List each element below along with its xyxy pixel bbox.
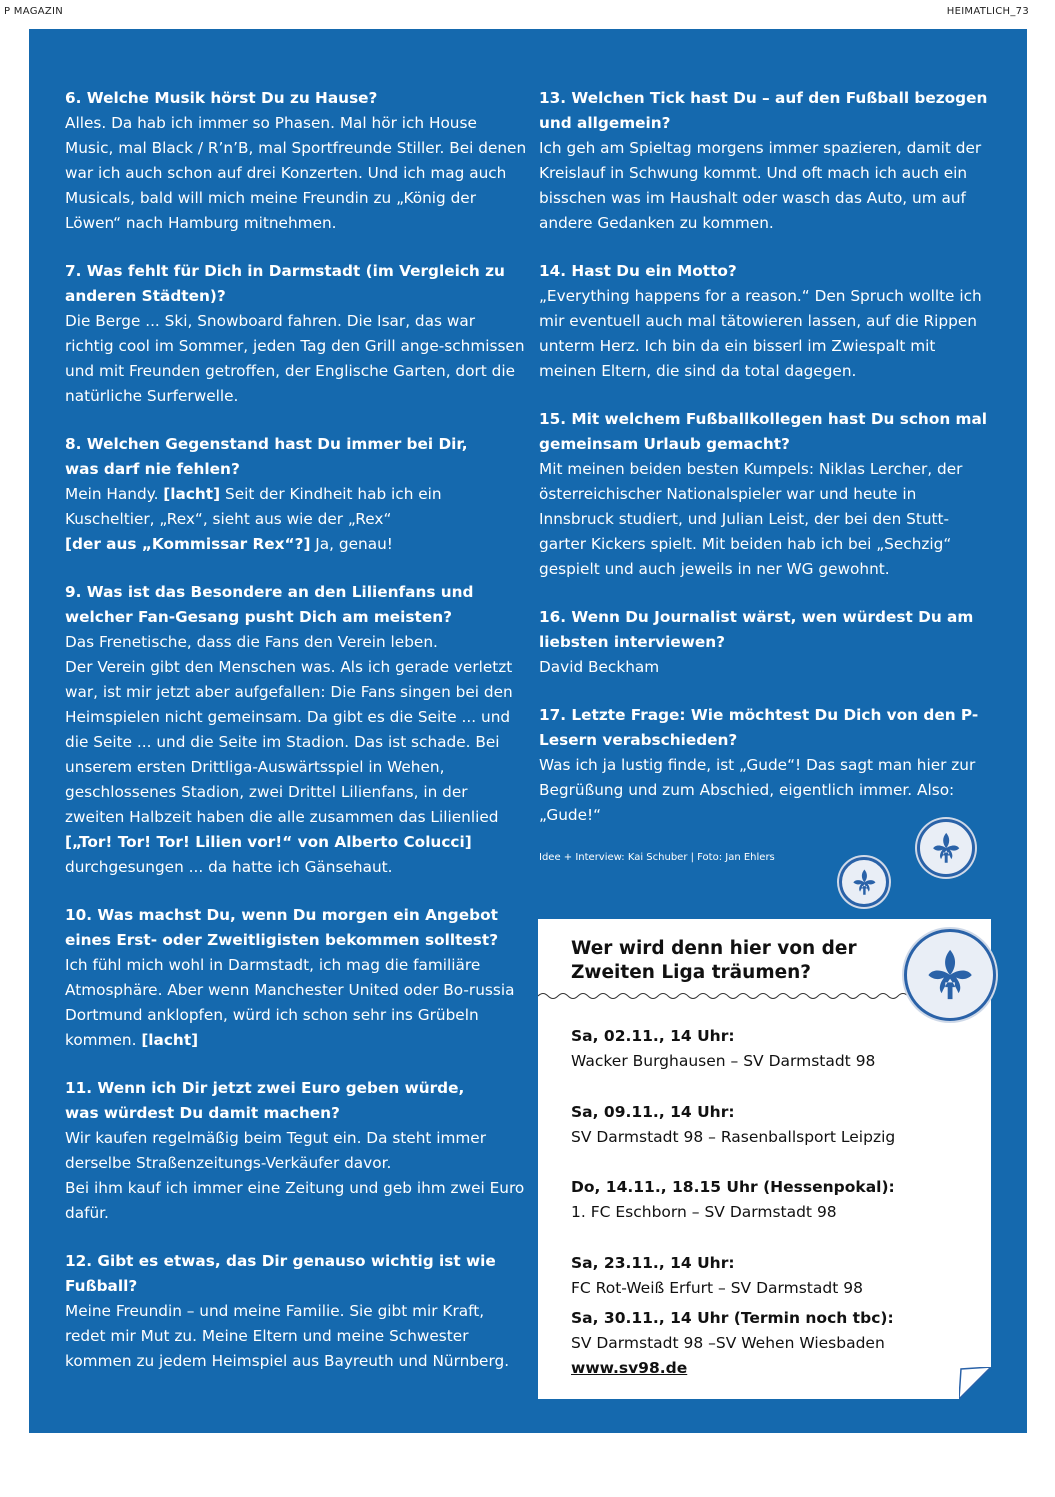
fixture-date: Sa, 30.11., 14 Uhr (Termin noch tbc): xyxy=(571,1309,894,1327)
fixture-item xyxy=(571,1100,895,1150)
qa-item xyxy=(65,86,527,236)
fleur-de-lis-shape xyxy=(849,867,880,898)
question: 6. Welche Musik hörst Du zu Hause? xyxy=(65,89,378,107)
remark: [lacht] xyxy=(141,1031,199,1049)
fixture-match: 1. FC Eschborn – SV Darmstadt 98 xyxy=(571,1203,837,1221)
fixture-match: SV Darmstadt 98 – Rasenballsport Leipzig xyxy=(571,1128,896,1146)
fleur-de-lis-shape xyxy=(920,945,980,1005)
remark: [lacht] xyxy=(163,485,221,503)
qa-item xyxy=(539,407,989,582)
question: 15. Mit welchem Fußballkollegen hast Du schon mal gemeinsam Urlaub gemacht? xyxy=(539,410,988,453)
qa-item xyxy=(65,432,527,557)
fixture-item xyxy=(571,1251,863,1301)
fixture-date: Sa, 09.11., 14 Uhr: xyxy=(571,1103,735,1121)
fixture-item xyxy=(571,1175,895,1225)
right-column xyxy=(539,86,989,865)
fixture-match: Wacker Burghausen – SV Darmstadt 98 xyxy=(571,1052,876,1070)
answer: Mein Handy. [lacht] Seit der Kindheit hab ich ein Kuscheltier, „Rex“, sieht aus wie der „Rex“ [der aus „Kommissar Rex“?] Ja, genau! xyxy=(65,485,442,553)
qa-item xyxy=(539,703,989,828)
website-link[interactable]: www.sv98.de xyxy=(571,1359,688,1377)
answer: Meine Freundin – und meine Familie. Sie gibt mir Kraft, redet mir Mut zu. Meine Eltern und meine Schwester kommen zu jedem Heimspiel aus Bayreuth und Nürnberg. xyxy=(65,1302,510,1370)
question: 14. Hast Du ein Motto? xyxy=(539,262,737,280)
qa-item xyxy=(65,903,527,1053)
song-reference: [„Tor! Tor! Tor! Lilien vor!“ von Alberto Colucci] xyxy=(65,833,472,851)
question: 7. Was fehlt für Dich in Darmstadt (im Vergleich zu anderen Städten)? xyxy=(65,262,505,305)
question: 16. Wenn Du Journalist wärst, wen würdest Du am liebsten interviewen? xyxy=(539,608,974,651)
page-curl-corner xyxy=(959,1367,991,1399)
answer: Was ich ja lustig finde, ist „Gude“! Das sagt man hier zur Begrüßung und zum Abschied, eigentlich immer. Also: „Gude!“ xyxy=(539,756,976,824)
question: 9. Was ist das Besondere an den Lilienfans und welcher Fan-Gesang pusht Dich am meisten? xyxy=(65,583,474,626)
qa-item xyxy=(65,259,527,409)
question: 10. Was machst Du, wenn Du morgen ein Angebot eines Erst- oder Zweitligisten bekommen solltest? xyxy=(65,906,499,949)
fixture-match: SV Darmstadt 98 –SV Wehen Wiesbaden xyxy=(571,1334,885,1352)
answer: David Beckham xyxy=(539,658,660,676)
question: 11. Wenn ich Dir jetzt zwei Euro geben würde, was würdest Du damit machen? xyxy=(65,1079,465,1122)
question: 13. Welchen Tick hast Du – auf den Fußball bezogen und allgemein? xyxy=(539,89,988,132)
fixtures-title: Wer wird denn hier von der Zweiten Liga träumen? xyxy=(571,938,857,983)
answer: Mit meinen beiden besten Kumpels: Niklas Lercher, der österreichischer Nationalspieler war und heute in Innsbruck studiert, und Julian Leist, der bei den Stutt-garter Kickers spielt. Mit beiden hab ich bei „Sechzig“ gespielt und auch jeweils in ner WG gewohnt. xyxy=(539,460,963,578)
fleur-de-lis-icon xyxy=(917,819,975,877)
fleur-de-lis-icon xyxy=(839,857,889,907)
question: 17. Letzte Frage: Wie möchtest Du Dich von den P-Lesern verabschieden? xyxy=(539,706,979,749)
answer: Wir kaufen regelmäßig beim Tegut ein. Da steht immer derselbe Straßenzeitungs-Verkäufer davor. Bei ihm kauf ich immer eine Zeitung und geb ihm zwei Euro dafür. xyxy=(65,1129,525,1222)
fleur-de-lis-icon xyxy=(904,929,996,1021)
answer: Alles. Da hab ich immer so Phasen. Mal hör ich House Music, mal Black / R’n’B, mal Sportfreunde Stiller. Bei denen war ich auch schon auf drei Konzerten. Und ich mag auch Musicals, bald will mich meine Freundin zu „König der Löwen“ nach Hamburg mitnehmen. xyxy=(65,114,527,232)
fixture-date: Do, 14.11., 18.15 Uhr (Hessenpokal): xyxy=(571,1178,895,1196)
interviewer-remark: [der aus „Kommissar Rex“?] xyxy=(65,535,311,553)
fleur-de-lis-shape xyxy=(928,830,964,866)
qa-item xyxy=(65,1076,527,1226)
fixture-item xyxy=(571,1024,875,1074)
interview-panel xyxy=(29,29,1027,1433)
qa-item xyxy=(65,1249,527,1374)
qa-item xyxy=(65,580,527,880)
answer: Das Frenetische, dass die Fans den Verein leben. Der Verein gibt den Menschen was. Als ich gerade verletzt war, ist mir jetzt aber aufgefallen: Die Fans singen bei den Heimspielen nicht gemeinsam. Da gibt es die Seite ... und die Seite ... und die Seite im Stadion. Das ist schade. Bei unserem ersten Drittliga-Auswärtsspiel in Wehen, geschlossenes Stadion, zwei Drittel Lilienfans, in der zweiten Halbzeit haben die alle zusammen das Lilienlied [„Tor! Tor! Tor! Lilien vor!“ von Alberto Colucci] durchgesungen ... da hatte ich Gänsehaut. xyxy=(65,633,513,876)
fixture-date: Sa, 02.11., 14 Uhr: xyxy=(571,1027,735,1045)
qa-item xyxy=(539,86,989,236)
qa-item xyxy=(539,259,989,384)
question: 12. Gibt es etwas, das Dir genauso wichtig ist wie Fußball? xyxy=(65,1252,496,1295)
qa-item xyxy=(539,605,989,680)
left-column xyxy=(65,86,527,1397)
fixture-item xyxy=(571,1306,894,1356)
answer: Ich fühl mich wohl in Darmstadt, ich mag die familiäre Atmosphäre. Aber wenn Manchester United oder Bo-russia Dortmund anklopfen, würd ich schon sehr ins Grübeln kommen. [lacht] xyxy=(65,956,515,1049)
fixture-date: Sa, 23.11., 14 Uhr: xyxy=(571,1254,735,1272)
answer: Ich geh am Spieltag morgens immer spazieren, damit der Kreislauf in Schwung kommt. Und oft mach ich auch ein bisschen was im Haushalt oder wasch das Auto, um auf andere Gedanken zu kommen. xyxy=(539,139,982,232)
section-page-label: HEIMATLICH_73 xyxy=(946,6,1029,17)
question: 8. Welchen Gegenstand hast Du immer bei Dir, was darf nie fehlen? xyxy=(65,435,468,478)
magazine-name: P MAGAZIN xyxy=(4,6,64,17)
page-header xyxy=(4,6,1029,24)
photo-credit: Idee + Interview: Kai Schuber | Foto: Jan Ehlers xyxy=(539,852,775,863)
answer: „Everything happens for a reason.“ Den Spruch wollte ich mir eventuell auch mal tätowieren lassen, auf die Rippen unterm Herz. Ich bin da ein bisserl im Zwiespalt mit meinen Eltern, die sind da total dagegen. xyxy=(539,287,982,380)
answer: Die Berge ... Ski, Snowboard fahren. Die Isar, das war richtig cool im Sommer, jeden Tag den Grill ange-schmissen und mit Freunden getroffen, der Englische Garten, dort die natürliche Surferwelle. xyxy=(65,312,525,405)
fixture-match: FC Rot-Weiß Erfurt – SV Darmstadt 98 xyxy=(571,1279,863,1297)
